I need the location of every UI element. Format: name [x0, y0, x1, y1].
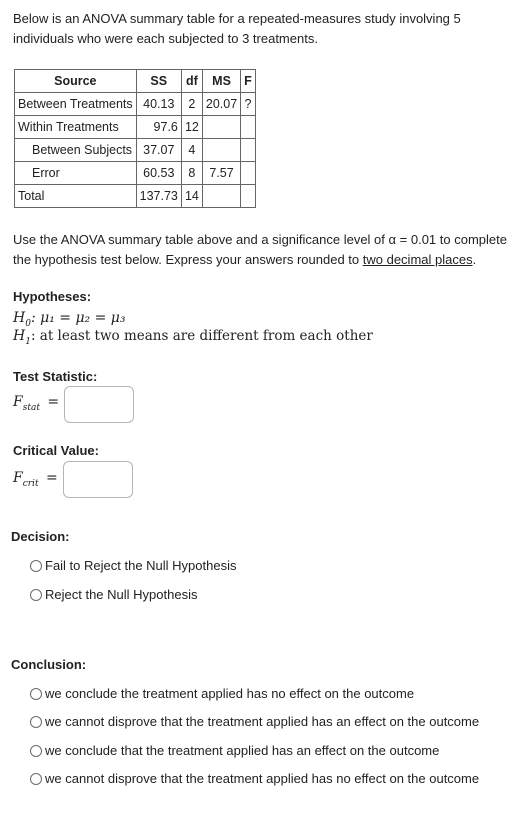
row-f [241, 162, 256, 185]
row-ms: 20.07 [202, 93, 240, 116]
row-source: Total [15, 185, 137, 208]
row-df: 12 [181, 116, 202, 139]
conclusion-option-4[interactable]: we cannot disprove that the treatment applied has no effect on the outcome [30, 771, 479, 786]
radio-button[interactable] [30, 745, 42, 757]
row-f [241, 139, 256, 162]
conclusion-option-2[interactable]: we cannot disprove that the treatment applied has an effect on the outcome [30, 714, 479, 729]
conclusion-option-3[interactable]: we conclude that the treatment applied has an effect on the outcome [30, 743, 439, 758]
row-df: 14 [181, 185, 202, 208]
row-df: 4 [181, 139, 202, 162]
critical-value-title: Critical Value: [13, 443, 99, 458]
row-ss: 37.07 [136, 139, 181, 162]
intro-text: Below is an ANOVA summary table for a repeated-measures study involving 5 individuals who were each subjected to 3 treatments. [13, 11, 461, 46]
header-source: Source [15, 70, 137, 93]
row-df: 8 [181, 162, 202, 185]
radio-button[interactable] [30, 716, 42, 728]
decision-option-reject[interactable]: Reject the Null Hypothesis [30, 587, 197, 602]
header-df: df [181, 70, 202, 93]
f-stat-label: $F_{stat}$ = [13, 394, 60, 413]
alternative-hypothesis: $H_1$: at least two means are different from each other [13, 328, 373, 347]
null-hypothesis: $H_0$: μ₁ = μ₂ = μ₃ [13, 310, 126, 329]
table-header-row [15, 70, 256, 93]
table-row [15, 162, 256, 185]
row-f [241, 185, 256, 208]
row-ms: 7.57 [202, 162, 240, 185]
table-row [15, 139, 256, 162]
decision-option-fail-to-reject[interactable]: Fail to Reject the Null Hypothesis [30, 558, 236, 573]
row-source: Within Treatments [15, 116, 137, 139]
decision-title: Decision: [11, 529, 70, 544]
anova-table [14, 69, 256, 208]
header-ms: MS [202, 70, 240, 93]
row-ss: 97.6 [136, 116, 181, 139]
header-ss: SS [136, 70, 181, 93]
radio-button[interactable] [30, 773, 42, 785]
row-ms [202, 185, 240, 208]
f-stat-input[interactable] [64, 386, 134, 423]
table-row [15, 116, 256, 139]
row-f: ? [241, 93, 256, 116]
radio-button[interactable] [30, 589, 42, 601]
table-row [15, 185, 256, 208]
hypotheses-title: Hypotheses: [13, 289, 92, 304]
row-f [241, 116, 256, 139]
table-row [15, 93, 256, 116]
row-ss: 60.53 [136, 162, 181, 185]
row-df: 2 [181, 93, 202, 116]
test-statistic-title: Test Statistic: [13, 369, 98, 384]
radio-button[interactable] [30, 560, 42, 572]
instructions-end: . [472, 251, 477, 267]
instructions-main: Use the ANOVA summary table above and a significance level of α = 0.01 to complete the hypothesis test below. Express your answers rounded to [13, 232, 507, 267]
f-crit-input[interactable] [63, 461, 133, 498]
conclusion-option-1[interactable]: we conclude the treatment applied has no effect on the outcome [30, 686, 414, 701]
row-source: Between Treatments [15, 93, 137, 116]
row-source: Between Subjects [15, 139, 137, 162]
radio-button[interactable] [30, 688, 42, 700]
instructions-underlined: two decimal places [362, 251, 473, 267]
f-crit-label: $F_{crit}$ = [13, 470, 58, 489]
header-f: F [241, 70, 256, 93]
row-ss: 137.73 [136, 185, 181, 208]
row-ms [202, 139, 240, 162]
row-source: Error [15, 162, 137, 185]
conclusion-title: Conclusion: [11, 657, 87, 672]
row-ss: 40.13 [136, 93, 181, 116]
row-ms [202, 116, 240, 139]
instructions-text [13, 230, 518, 269]
